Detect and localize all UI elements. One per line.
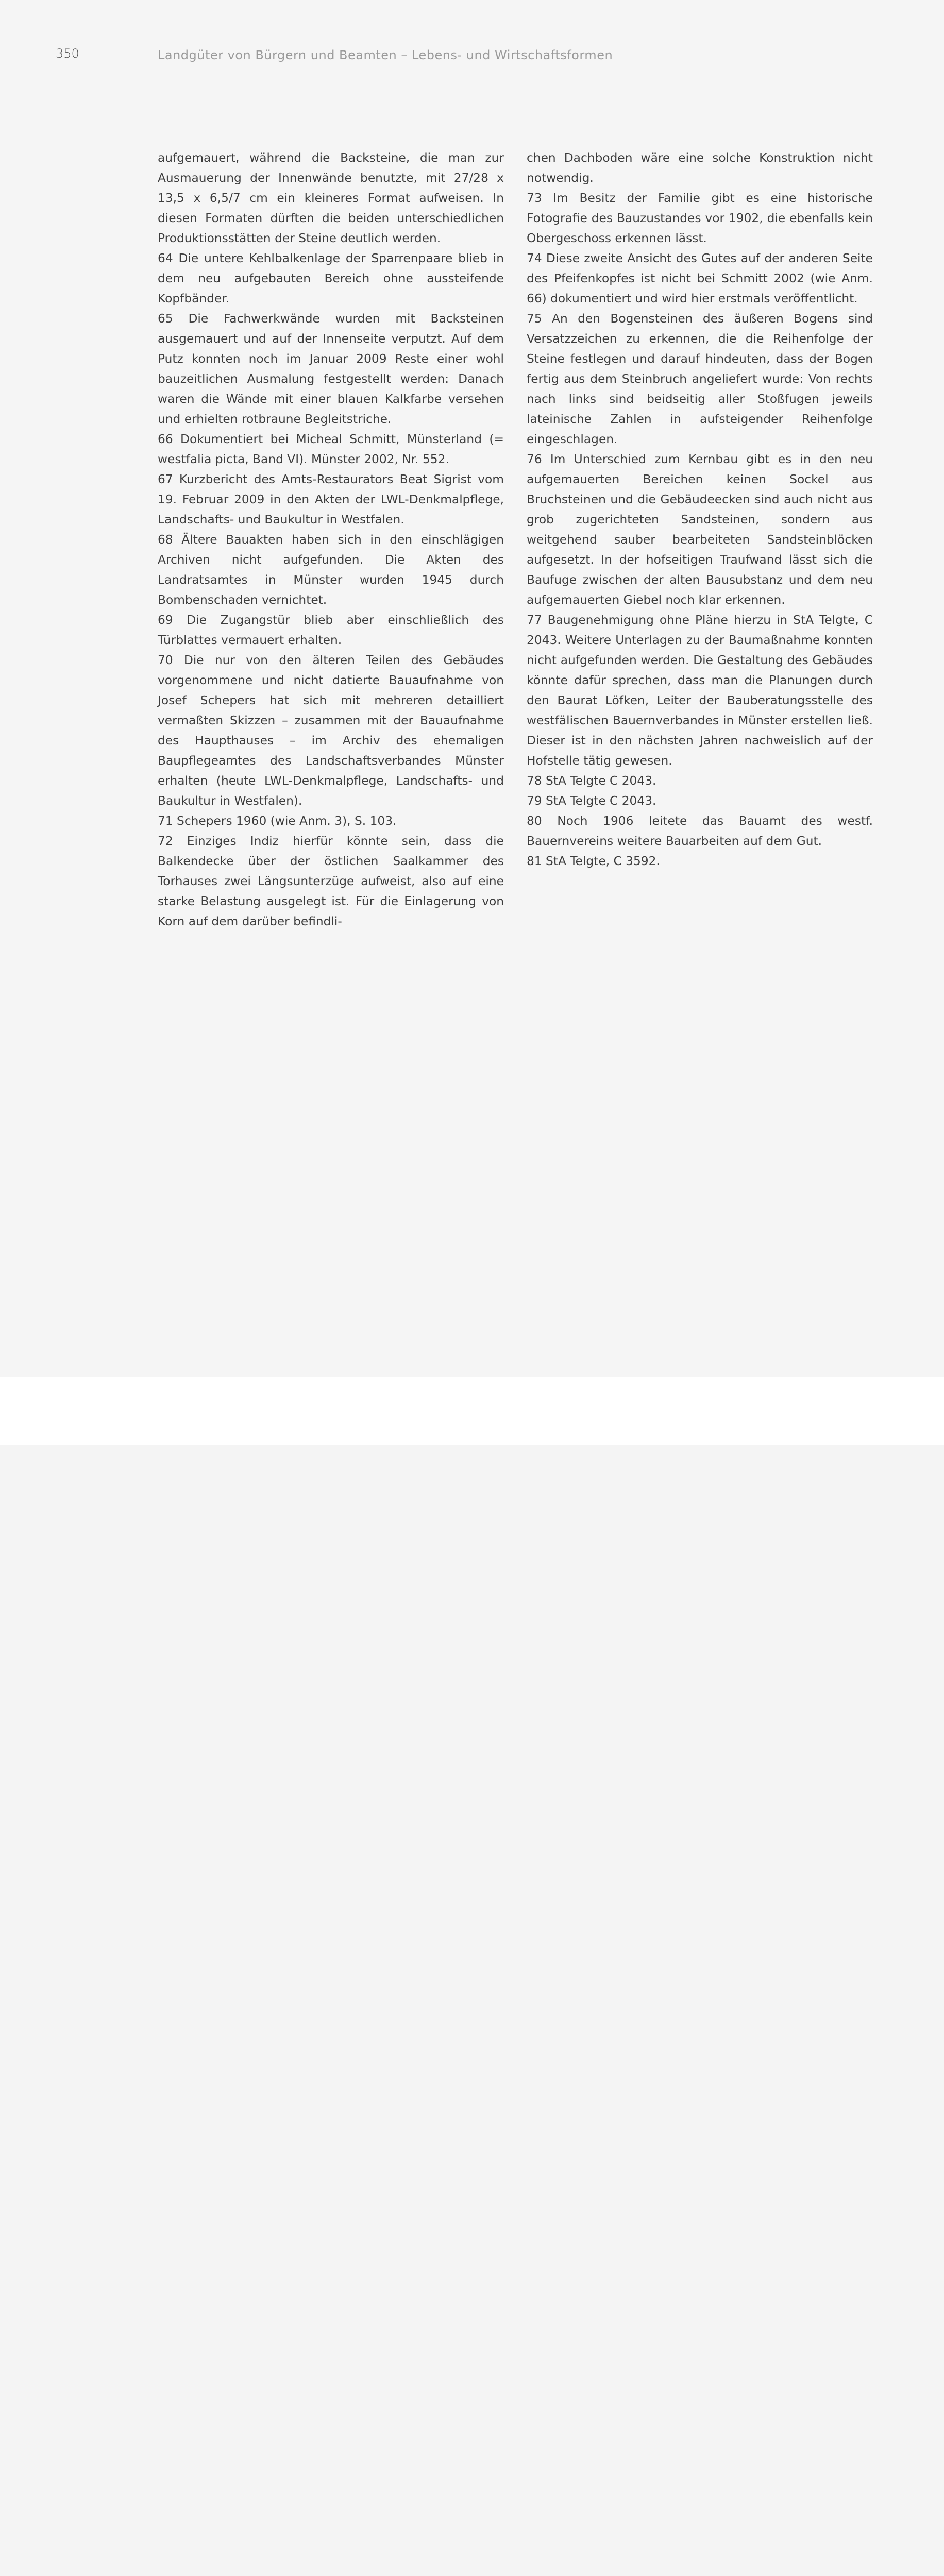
footnote-72: 72 Einziges Indiz hierfür könnte sein, dass die Balkendecke über der östlichen Saalkammer des Torhauses zwei Längsunterzüge aufweist, also auf eine starke Belastung ausgelegt ist. Für die Einlagerung von Korn auf dem darüber befindli- [158,834,504,928]
footnote-69: 69 Die Zugangstür blieb aber einschließlich des Türblattes vermauert erhalten. [158,613,504,647]
footnote-66: 66 Dokumentiert bei Micheal Schmitt, Münsterland (= westfalia picta, Band VI). Münster 2002, Nr. 552. [158,432,504,466]
footnote-70: 70 Die nur von den älteren Teilen des Gebäudes vorgenommene und nicht datierte Bauaufnahme von Josef Schepers hat sich mit mehreren detailliert vermaßten Skizzen – zusammen mit der Bauaufnahme des Haupthauses – im Archiv des ehemaligen Baupflegeamtes des Landschaftsverbandes Münster erhalten (heute LWL-Denkmalpflege, Landschafts- und Baukultur in Westfalen). [158,653,504,808]
footnote-81: 81 StA Telgte, C 3592. [527,854,660,868]
digitization-footer [0,1377,944,1445]
right-column [527,148,873,871]
footnote-75: 75 An den Bogensteinen des äußeren Bogens sind Versatzzeichen zu erkennen, die die Reihenfolge der Steine festlegen und darauf hindeuten, dass der Bogen fertig aus dem Steinbruch angeliefert wurde: Von rechts nach links sind beidseitig aller Stoßfugen jeweils lateinische Zahlen in aufsteigender Reihenfolge eingeschlagen. [527,312,873,446]
footnote-78: 78 StA Telgte C 2043. [527,774,656,788]
footnote-77: 77 Baugenehmigung ohne Pläne hierzu in StA Telgte, C 2043. Weitere Unterlagen zu der Baumaßnahme konnten nicht aufgefunden werden. Die Gestaltung des Gebäudes könnte dafür sprechen, dass man die Planungen durch den Baurat Löfken, Leiter der Bauberatungsstelle des westfälischen Bauernverbandes in Münster erstellen ließ. Dieser ist in den nächsten Jahren nachweislich auf der Hofstelle tätig gewesen. [527,613,873,768]
footnote-80: 80 Noch 1906 leitete das Bauamt des westf. Bauernvereins weitere Bauarbeiten auf dem Gut. [527,814,873,848]
note-paragraph: aufgemauert, während die Backsteine, die man zur Ausmauerung der Innenwände benutzte, mit 27/28 x 13,5 x 6,5/7 cm ein kleineres Format aufweisen. In diesen Formaten dürften die beiden unterschiedlichen Produktionsstätten der Steine deutlich werden. [158,151,504,245]
running-title: Landgüter von Bürgern und Beamten – Lebens- und Wirtschaftsformen [158,48,613,62]
footnote-76: 76 Im Unterschied zum Kernbau gibt es in den neu aufgemauerten Bereichen keinen Sockel aus Bruchsteinen und die Gebäudeecken sind auch nicht aus grob zugerichteten Sandsteinen, sondern aus weitgehend sauber bearbeiteten Sandsteinblöcken aufgesetzt. In der hofseitigen Traufwand lässt sich die Baufuge zwischen der alten Bausubstanz und dem neu aufgemauerten Giebel noch klar erkennen. [527,452,873,607]
footnote-64: 64 Die untere Kehlbalkenlage der Sparrenpaare blieb in dem neu aufgebauten Bereich ohne aussteifende Kopfbänder. [158,251,504,306]
footnote-73: 73 Im Besitz der Familie gibt es eine historische Fotografie des Bauzustandes vor 1902, die ebenfalls kein Obergeschoss erkennen lässt. [527,191,873,245]
footnote-68: 68 Ältere Bauakten haben sich in den einschlägigen Archiven nicht aufgefunden. Die Akten des Landratsamtes in Münster wurden 1945 durch Bombenschaden vernichtet. [158,533,504,607]
footnote-71: 71 Schepers 1960 (wie Anm. 3), S. 103. [158,814,397,828]
footnote-67: 67 Kurzbericht des Amts-Restaurators Beat Sigrist vom 19. Februar 2009 in den Akten der LWL-Denkmalpflege, Landschafts- und Baukultur in Westfalen. [158,472,504,527]
left-column [158,148,504,931]
footnote-65: 65 Die Fachwerkwände wurden mit Backsteinen ausgemauert und auf der Innenseite verputzt. Auf dem Putz konnten noch im Januar 2009 Reste einer wohl bauzeitlichen Ausmalung festgestellt werden: Danach waren die Wände mit einer blauen Kalkfarbe versehen und erhielten rotbraune Begleitstriche. [158,312,504,426]
page-number: 350 [56,46,79,61]
footnote-79: 79 StA Telgte C 2043. [527,794,656,808]
footnote-74: 74 Diese zweite Ansicht des Gutes auf der anderen Seite des Pfeifenkopfes ist nicht bei Schmitt 2002 (wie Anm. 66) dokumentiert und wird hier erstmals veröffentlicht. [527,251,873,306]
note-continuation: chen Dachboden wäre eine solche Konstruktion nicht notwendig. [527,151,873,185]
